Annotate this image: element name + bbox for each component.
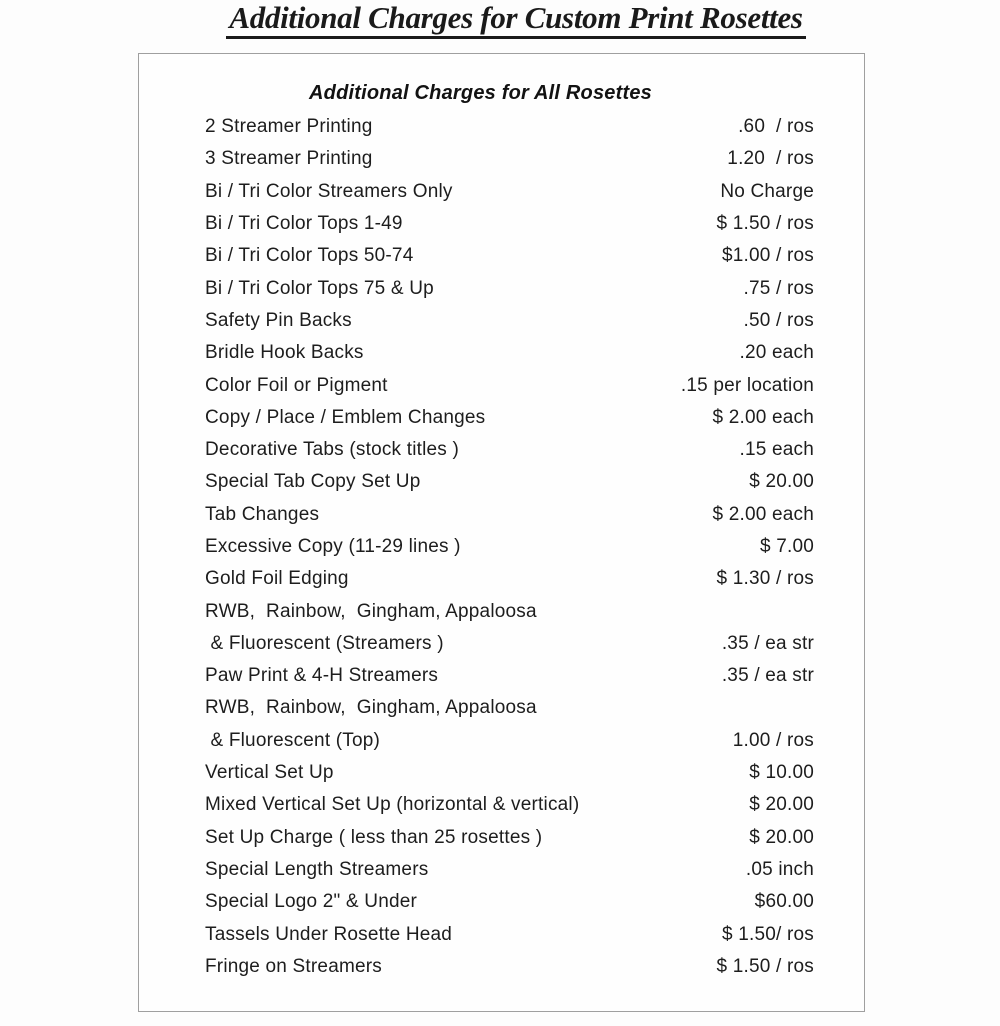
charge-row — [205, 531, 814, 563]
charge-row — [205, 692, 814, 724]
charge-price: 1.20 / ros — [727, 148, 814, 170]
charge-label: Tab Changes — [205, 503, 320, 525]
charge-price: $ 1.50/ ros — [722, 923, 814, 945]
charge-price: $ 2.00 each — [712, 406, 814, 428]
charge-row — [205, 725, 814, 757]
charge-row — [205, 402, 814, 434]
charge-row — [205, 499, 814, 531]
charge-row — [205, 272, 814, 304]
charge-price: $ 1.50 / ros — [716, 213, 814, 235]
charge-price: .05 inch — [745, 858, 814, 880]
charge-label: 3 Streamer Printing — [205, 148, 373, 170]
charge-price: .20 each — [739, 342, 814, 364]
charge-row — [205, 854, 814, 886]
charges-panel — [138, 53, 865, 1012]
charge-row — [205, 595, 814, 627]
charge-label: Excessive Copy (11-29 lines ) — [205, 536, 461, 557]
charge-row — [205, 822, 814, 854]
charge-label: Bi / Tri Color Streamers Only — [205, 180, 453, 202]
charge-label: 2 Streamer Printing — [205, 116, 373, 138]
charge-row — [205, 563, 814, 595]
charge-price: $ 10.00 — [749, 762, 814, 784]
charge-label: Special Length Streamers — [205, 858, 429, 880]
charge-label: Vertical Set Up — [205, 762, 334, 784]
charge-price: $ 20.00 — [749, 471, 814, 493]
charges-list — [205, 111, 814, 983]
charge-row — [205, 305, 814, 337]
charge-label: Color Foil or Pigment — [205, 374, 388, 396]
charge-label: Special Logo 2" & Under — [205, 891, 418, 913]
charge-price: 1.00 / ros — [732, 729, 814, 751]
charge-label: Bi / Tri Color Tops 75 & Up — [205, 277, 434, 299]
charge-row — [205, 337, 814, 369]
charge-price: $ 1.50 / ros — [716, 955, 814, 977]
page-title-wrap — [0, 0, 1000, 39]
charge-price: $ 20.00 — [749, 794, 814, 816]
charge-row — [205, 918, 814, 950]
charge-price: .35 / ea str — [721, 632, 814, 654]
charge-row — [205, 143, 814, 175]
charge-row — [205, 369, 814, 401]
charge-label: Mixed Vertical Set Up (horizontal & vertical) — [205, 794, 580, 816]
charge-row — [205, 951, 814, 983]
charge-price: .15 per location — [680, 374, 814, 396]
charge-label: Bi / Tri Color Tops 1-49 — [205, 213, 403, 235]
charge-price: .75 / ros — [743, 277, 814, 299]
charge-price: No Charge — [720, 180, 814, 202]
charge-row — [205, 111, 814, 143]
charge-price: $ 20.00 — [749, 826, 814, 848]
charge-label: RWB, Rainbow, Gingham, Appaloosa — [205, 600, 537, 622]
charge-row — [205, 434, 814, 466]
charge-label: Special Tab Copy Set Up — [205, 471, 421, 493]
panel-heading: Additional Charges for All Rosettes — [309, 82, 652, 104]
charge-price: $1.00 / ros — [722, 245, 814, 267]
charge-label: Decorative Tabs (stock titles ) — [205, 439, 459, 461]
charge-price: $ 1.30 / ros — [716, 568, 814, 590]
charge-row — [205, 886, 814, 918]
charge-label: Fringe on Streamers — [205, 955, 382, 977]
charge-row — [205, 757, 814, 789]
charge-row — [205, 789, 814, 821]
charge-label: Copy / Place / Emblem Changes — [205, 406, 486, 428]
charge-price: $ 7.00 — [759, 536, 814, 557]
charge-row — [205, 628, 814, 660]
charge-price: .15 each — [739, 439, 814, 461]
charge-label: & Fluorescent (Streamers ) — [205, 632, 444, 654]
charge-row — [205, 176, 814, 208]
charge-row — [205, 208, 814, 240]
charge-label: Tassels Under Rosette Head — [205, 923, 453, 945]
charge-price: $ 2.00 each — [712, 503, 814, 525]
charge-label: Paw Print & 4-H Streamers — [205, 665, 439, 687]
charge-price: .50 / ros — [743, 309, 814, 331]
charge-row — [205, 660, 814, 692]
charge-row — [205, 466, 814, 498]
charge-label: & Fluorescent (Top) — [205, 729, 381, 751]
charge-label: Bridle Hook Backs — [205, 342, 364, 364]
charge-label: RWB, Rainbow, Gingham, Appaloosa — [205, 697, 537, 719]
charge-label: Gold Foil Edging — [205, 568, 349, 590]
charge-price: .60 / ros — [738, 116, 814, 138]
charge-label: Safety Pin Backs — [205, 309, 352, 331]
page-title: Additional Charges for Custom Print Rosettes — [226, 0, 805, 39]
charge-label: Set Up Charge ( less than 25 rosettes ) — [205, 826, 543, 848]
charge-row — [205, 240, 814, 272]
charge-price: $60.00 — [754, 891, 814, 913]
charge-label: Bi / Tri Color Tops 50-74 — [205, 245, 414, 267]
charge-price: .35 / ea str — [721, 665, 814, 687]
